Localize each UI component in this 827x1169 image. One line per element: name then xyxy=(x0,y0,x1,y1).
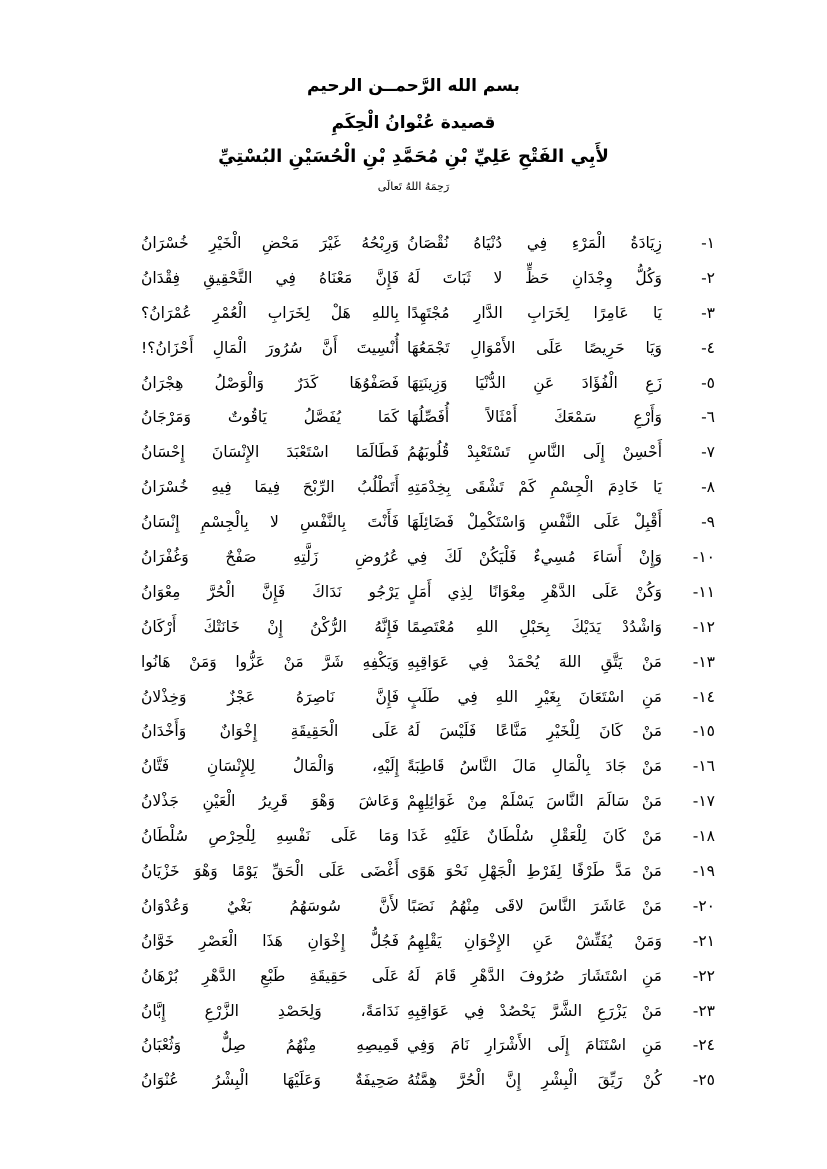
first-hemistich: وَأَرْعِ سَمْعَكَ أَمْثَالاً أُفَصِّلُهَا xyxy=(407,408,662,427)
verse-number: ٢٠- xyxy=(692,896,715,915)
verse-row xyxy=(0,926,827,961)
verse-row xyxy=(0,228,827,263)
second-hemistich: أُنْسِيتَ أَنَّ سُرُورَ الْمَالِ أَحْزَانُ؟! xyxy=(141,338,399,357)
poem-title: قصيدة عُنْوانُ الْحِكَمِ xyxy=(331,113,496,133)
verse-row xyxy=(0,507,827,542)
second-hemistich: أَغْضَى عَلَى الْحَقِّ يَوْمًا وَهْوَ خَزْيَانُ xyxy=(141,862,399,881)
verse-number: ٢١- xyxy=(692,931,715,950)
first-hemistich: مَنْ يَزْرَعِ الشَّرَّ يَحْصُدْ فِي عَوَاقِبِهِ xyxy=(407,1001,662,1020)
second-hemistich: لأَنَّ سُوسَهُمُ بَغْيٌ وَعُدْوَانُ xyxy=(141,896,399,915)
first-hemistich: كُنْ رَيِّقَ الْبِشْرِ إِنَّ الْحُرَّ هِمَّتُهُ xyxy=(407,1071,662,1090)
verse-row xyxy=(0,298,827,333)
second-hemistich: صَحِيفَةٌ وَعَلَيْهَا الْبِشْرُ عُنْوَانُ xyxy=(141,1071,399,1090)
first-hemistich: وَكُنْ عَلَى الدَّهْرِ مِعْوَانًا لِذِي أَمَلٍ xyxy=(407,582,662,601)
first-hemistich: وَإِنْ أَسَاءَ مُسِيءٌ فَلْيَكُنْ لَكَ فِي xyxy=(407,548,662,567)
verse-number: ٣- xyxy=(701,303,715,322)
first-hemistich: مَنْ يَتَّقِ اللهَ يُحْمَدْ فِي عَوَاقِبِهِ xyxy=(407,652,662,671)
verse-row xyxy=(0,1065,827,1100)
verse-number: ٢٥- xyxy=(692,1071,715,1090)
verse-row xyxy=(0,647,827,682)
first-hemistich: مَنِ اسْتَنَامَ إِلَى الأَشْرَارِ نَامَ وَفِي xyxy=(407,1036,662,1055)
first-hemistich: مَنِ اسْتَشَارَ صُرُوفَ الدَّهْرِ قَامَ لَهُ xyxy=(407,966,662,985)
verse-number: ١٧- xyxy=(692,792,715,811)
verse-list xyxy=(0,228,827,1100)
verse-row xyxy=(0,891,827,926)
first-hemistich: مَنْ كَانَ لِلْخَيْرِ مَنَّاعًا فَلَيْسَ لَهُ xyxy=(407,722,662,741)
basmala: بسم الله الرَّحمــن الرحيم xyxy=(307,76,520,96)
verse-row xyxy=(0,577,827,612)
verse-number: ١١- xyxy=(692,582,715,601)
second-hemistich: وَمَا عَلَى نَفْسِهِ لِلْحِرْصِ سُلْطَانُ xyxy=(141,827,399,846)
verse-number: ١٥- xyxy=(692,722,715,741)
first-hemistich: مَنْ سَالَمَ النَّاسَ يَسْلَمْ مِنْ غَوَائِلِهِمْ xyxy=(407,792,662,811)
second-hemistich: نَدَامَةً، وَلِحَصْدِ الزَّرْعِ إِبَّانُ xyxy=(141,1001,399,1020)
first-hemistich: وَاشْدُدْ يَدَيْكَ بِحَبْلِ اللهِ مُعْتَصِمًا xyxy=(407,617,662,636)
poem-author: لأَبِي الفَتْحِ عَلِيِّ بْنِ مُحَمَّدِ بْنِ الْحُسَيْنِ البُسْتِيِّ xyxy=(218,146,609,167)
verse-row xyxy=(0,821,827,856)
first-hemistich: وَيَا حَرِيصًا عَلَى الأَمْوَالِ تَجْمَعُهَا xyxy=(407,338,662,357)
first-hemistich: يَا خَادِمَ الْجِسْمِ كَمْ تَشْقَى بِخِدْمَتِهِ xyxy=(407,478,662,497)
verse-number: ١٤- xyxy=(692,687,715,706)
second-hemistich: وَعَاشَ وَهْوَ قَرِيرُ الْعَيْنِ جَذْلانُ xyxy=(141,792,399,811)
verse-number: ١٢- xyxy=(692,617,715,636)
first-hemistich: وَكُلُّ وِجْدَانِ حَظٍّ لا ثَبَاتَ لَهُ xyxy=(407,268,662,287)
second-hemistich: فَإِنَّ مَعْنَاهُ فِي التَّحْقِيقِ فِقْدَانُ xyxy=(141,268,399,287)
verse-number: ٤- xyxy=(701,338,715,357)
second-hemistich: يَرْجُو نَدَاكَ فَإِنَّ الْحُرَّ مِعْوَانُ xyxy=(141,582,399,601)
verse-row xyxy=(0,542,827,577)
verse-number: ٦- xyxy=(701,408,715,427)
verse-number: ٢٣- xyxy=(692,1001,715,1020)
second-hemistich: فَصَفْوُهَا كَدَرٌ وَالْوَصْلُ هِجْرَانُ xyxy=(141,373,399,392)
first-hemistich: زَعِ الْفُؤَادَ عَنِ الدُّنْيَا وَزِينَتِهَا xyxy=(407,373,662,392)
second-hemistich: فَجُلُّ إِخْوَانِ هَذَا الْعَصْرِ خَوَّانُ xyxy=(141,931,399,950)
verse-number: ٢- xyxy=(701,268,715,287)
verse-row xyxy=(0,961,827,996)
first-hemistich: مَنْ مَدَّ طَرْفًا لِفَرْطِ الْجَهْلِ نَحْوَ هَوًى xyxy=(407,862,662,881)
first-hemistich: مَنْ جَادَ بِالْمَالِ مَالَ النَّاسُ قَاطِبَةً xyxy=(407,757,662,776)
second-hemistich: كَمَا يُفَصَّلُ يَاقُوتٌ وَمَرْجَانُ xyxy=(141,408,399,427)
verse-row xyxy=(0,437,827,472)
verse-row xyxy=(0,368,827,403)
verse-row xyxy=(0,402,827,437)
first-hemistich: مَنِ اسْتَعَانَ بِغَيْرِ اللهِ فِي طَلَبٍ xyxy=(407,687,662,706)
verse-row xyxy=(0,751,827,786)
second-hemistich: قَمِيصِهِ مِنْهُمُ صِلٌّ وَثُعْبَانُ xyxy=(141,1036,399,1055)
first-hemistich: وَمَنْ يُفَتِّشْ عَنِ الإِخْوَانِ يَقْلِهِمُ xyxy=(407,931,662,950)
verse-number: ٢٤- xyxy=(692,1036,715,1055)
verse-row xyxy=(0,682,827,717)
first-hemistich: أَحْسِنْ إِلَى النَّاسِ تَسْتَعْبِدْ قُلُوبَهُمُ xyxy=(407,443,662,462)
second-hemistich: بِاللهِ هَلْ لِخَرَابِ الْعُمْرِ عُمْرَانُ؟ xyxy=(141,303,399,322)
second-hemistich: عَلَى حَقِيقَةِ طَبْعِ الدَّهْرِ بُرْهَانُ xyxy=(141,966,399,985)
verse-row xyxy=(0,472,827,507)
first-hemistich: مَنْ عَاشَرَ النَّاسَ لاقَى مِنْهُمُ نَصَبًا xyxy=(407,896,662,915)
verse-row xyxy=(0,786,827,821)
verse-row xyxy=(0,612,827,647)
author-blessing: رَحِمَهُ اللهُ تَعالَى xyxy=(377,180,450,193)
second-hemistich: عُرُوضِ زَلَّتِهِ صَفْحٌ وَغُفْرَانُ xyxy=(141,548,399,567)
second-hemistich: فَطَالَمَا اسْتَعْبَدَ الإِنْسَانَ إِحْسَانُ xyxy=(141,443,399,462)
verse-number: ٥- xyxy=(701,373,715,392)
second-hemistich: فَإِنَّ نَاصِرَهُ عَجْزٌ وَخِذْلانُ xyxy=(141,687,399,706)
verse-number: ٧- xyxy=(701,443,715,462)
verse-row xyxy=(0,856,827,891)
verse-number: ١٣- xyxy=(692,652,715,671)
verse-row xyxy=(0,333,827,368)
first-hemistich: زِيَادَةُ الْمَرْءِ فِي دُنْيَاهُ نُقْصَانُ xyxy=(407,234,662,252)
verse-row xyxy=(0,263,827,298)
first-hemistich: مَنْ كَانَ لِلْعَقْلِ سُلْطَانٌ عَلَيْهِ غَدَا xyxy=(407,827,662,846)
verse-number: ٢٢- xyxy=(692,966,715,985)
verse-number: ١٠- xyxy=(692,548,715,567)
second-hemistich: فَأَنْتَ بِالنَّفْسِ لا بِالْجِسْمِ إِنْسَانُ xyxy=(141,513,399,532)
second-hemistich: وَيَكْفِهِ شَرَّ مَنْ عَزُّوا وَمَنْ هَانُوا xyxy=(141,652,399,671)
second-hemistich: إِلَيْهِ، وَالْمَالُ لِلإِنْسَانِ فَتَّانُ xyxy=(141,757,399,776)
verse-number: ١٦- xyxy=(692,757,715,776)
verse-row xyxy=(0,996,827,1031)
second-hemistich: أَتَطْلُبُ الرِّبْحَ فِيمَا فِيهِ خُسْرَانُ xyxy=(141,478,399,497)
verse-row xyxy=(0,1030,827,1065)
verse-row xyxy=(0,716,827,751)
verse-number: ١٨- xyxy=(692,827,715,846)
first-hemistich: يَا عَامِرًا لِخَرَابِ الدَّارِ مُجْتَهِدًا xyxy=(407,303,662,322)
first-hemistich: أَقْبِلْ عَلَى النَّفْسِ وَاسْتَكْمِلْ فَضَائِلَهَا xyxy=(407,513,662,532)
verse-number: ٩- xyxy=(701,513,715,532)
verse-number: ١٩- xyxy=(692,862,715,881)
second-hemistich: فَإِنَّهُ الرُّكْنُ إِنْ خَانَتْكَ أَرْكَانُ xyxy=(141,617,399,636)
second-hemistich: وَرِبْحُهُ غَيْرَ مَحْضِ الْخَيْرِ خُسْرَانُ xyxy=(141,234,399,252)
second-hemistich: عَلَى الْحَقِيقَةِ إِخْوَانٌ وَأَخْدَانُ xyxy=(141,722,399,741)
verse-number: ١- xyxy=(701,234,715,252)
verse-number: ٨- xyxy=(701,478,715,497)
